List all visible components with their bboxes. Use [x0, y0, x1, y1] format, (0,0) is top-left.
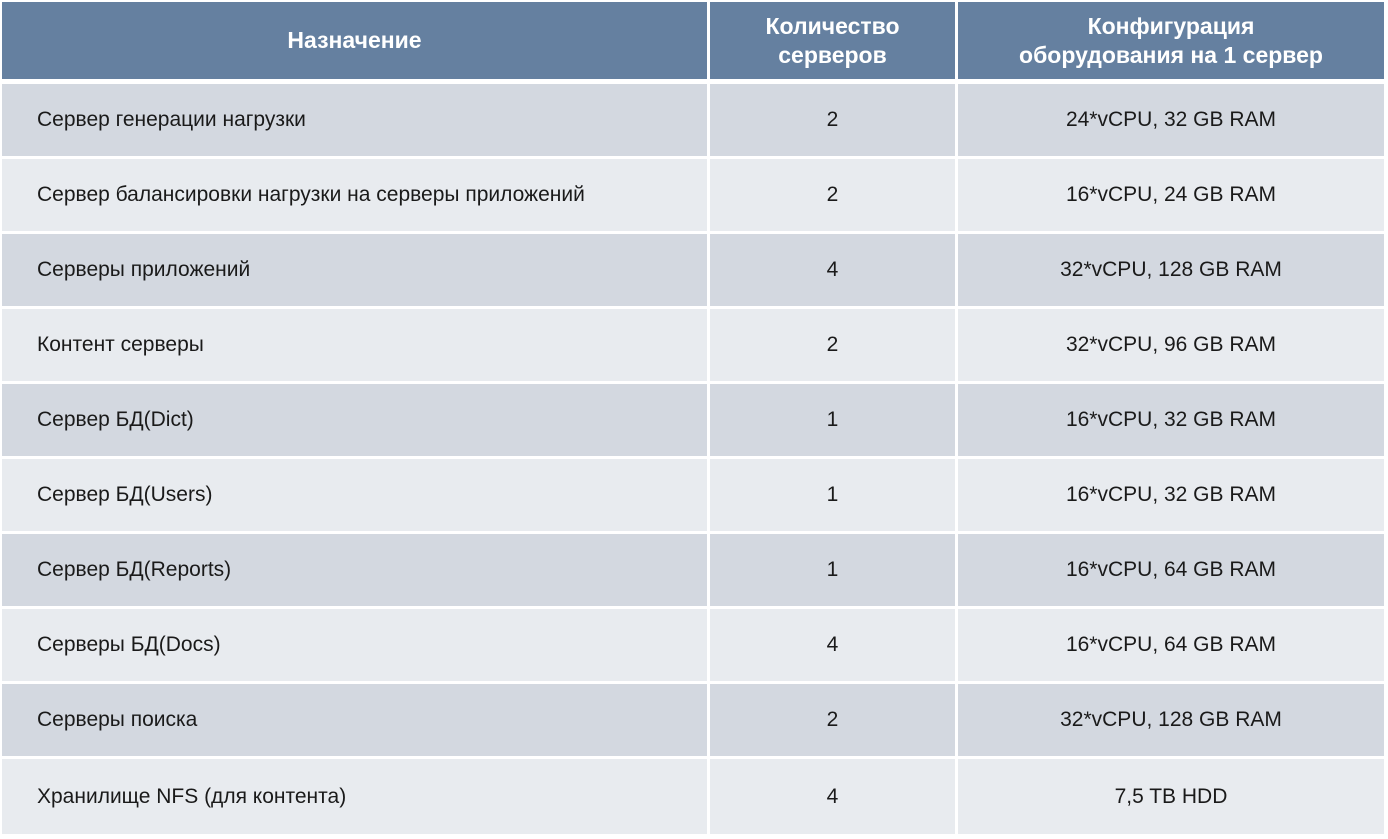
cell-purpose: Хранилище NFS (для контента) — [2, 759, 710, 834]
server-config-table — [2, 2, 1384, 834]
cell-count: 1 — [710, 459, 958, 534]
table-row — [2, 684, 1384, 759]
cell-config: 16*vCPU, 64 GB RAM — [958, 534, 1384, 609]
cell-count: 2 — [710, 684, 958, 759]
cell-purpose: Контент серверы — [2, 309, 710, 384]
cell-purpose: Сервер генерации нагрузки — [2, 84, 710, 159]
cell-count: 2 — [710, 309, 958, 384]
table-row — [2, 759, 1384, 834]
cell-count: 4 — [710, 234, 958, 309]
header-configuration — [958, 2, 1384, 84]
cell-config: 32*vCPU, 128 GB RAM — [958, 684, 1384, 759]
header-purpose-label: Назначение — [287, 27, 422, 53]
cell-purpose: Сервер БД(Dict) — [2, 384, 710, 459]
header-config-line2: оборудования на 1 сервер — [1019, 41, 1323, 68]
cell-count: 1 — [710, 534, 958, 609]
cell-purpose: Серверы БД(Docs) — [2, 609, 710, 684]
cell-count: 4 — [710, 759, 958, 834]
table-row — [2, 384, 1384, 459]
table-row — [2, 459, 1384, 534]
table-row — [2, 534, 1384, 609]
header-count-line2: серверов — [778, 41, 887, 68]
table-row — [2, 234, 1384, 309]
cell-purpose: Сервер балансировки нагрузки на серверы приложений — [2, 159, 710, 234]
cell-config: 32*vCPU, 128 GB RAM — [958, 234, 1384, 309]
cell-purpose: Серверы поиска — [2, 684, 710, 759]
cell-purpose: Серверы приложений — [2, 234, 710, 309]
table-row — [2, 309, 1384, 384]
cell-count: 1 — [710, 384, 958, 459]
cell-purpose: Сервер БД(Reports) — [2, 534, 710, 609]
cell-config: 24*vCPU, 32 GB RAM — [958, 84, 1384, 159]
cell-count: 2 — [710, 84, 958, 159]
header-config-line1: Конфигурация — [1087, 12, 1255, 39]
cell-config: 16*vCPU, 64 GB RAM — [958, 609, 1384, 684]
table-row — [2, 84, 1384, 159]
cell-config: 16*vCPU, 24 GB RAM — [958, 159, 1384, 234]
cell-count: 2 — [710, 159, 958, 234]
table-row — [2, 159, 1384, 234]
header-purpose — [2, 2, 710, 84]
cell-count: 4 — [710, 609, 958, 684]
table-row — [2, 609, 1384, 684]
cell-purpose: Сервер БД(Users) — [2, 459, 710, 534]
cell-config: 7,5 TB HDD — [958, 759, 1384, 834]
cell-config: 16*vCPU, 32 GB RAM — [958, 459, 1384, 534]
header-count-line1: Количество — [765, 12, 900, 39]
cell-config: 16*vCPU, 32 GB RAM — [958, 384, 1384, 459]
table-header-row — [2, 2, 1384, 84]
cell-config: 32*vCPU, 96 GB RAM — [958, 309, 1384, 384]
header-server-count — [710, 2, 958, 84]
